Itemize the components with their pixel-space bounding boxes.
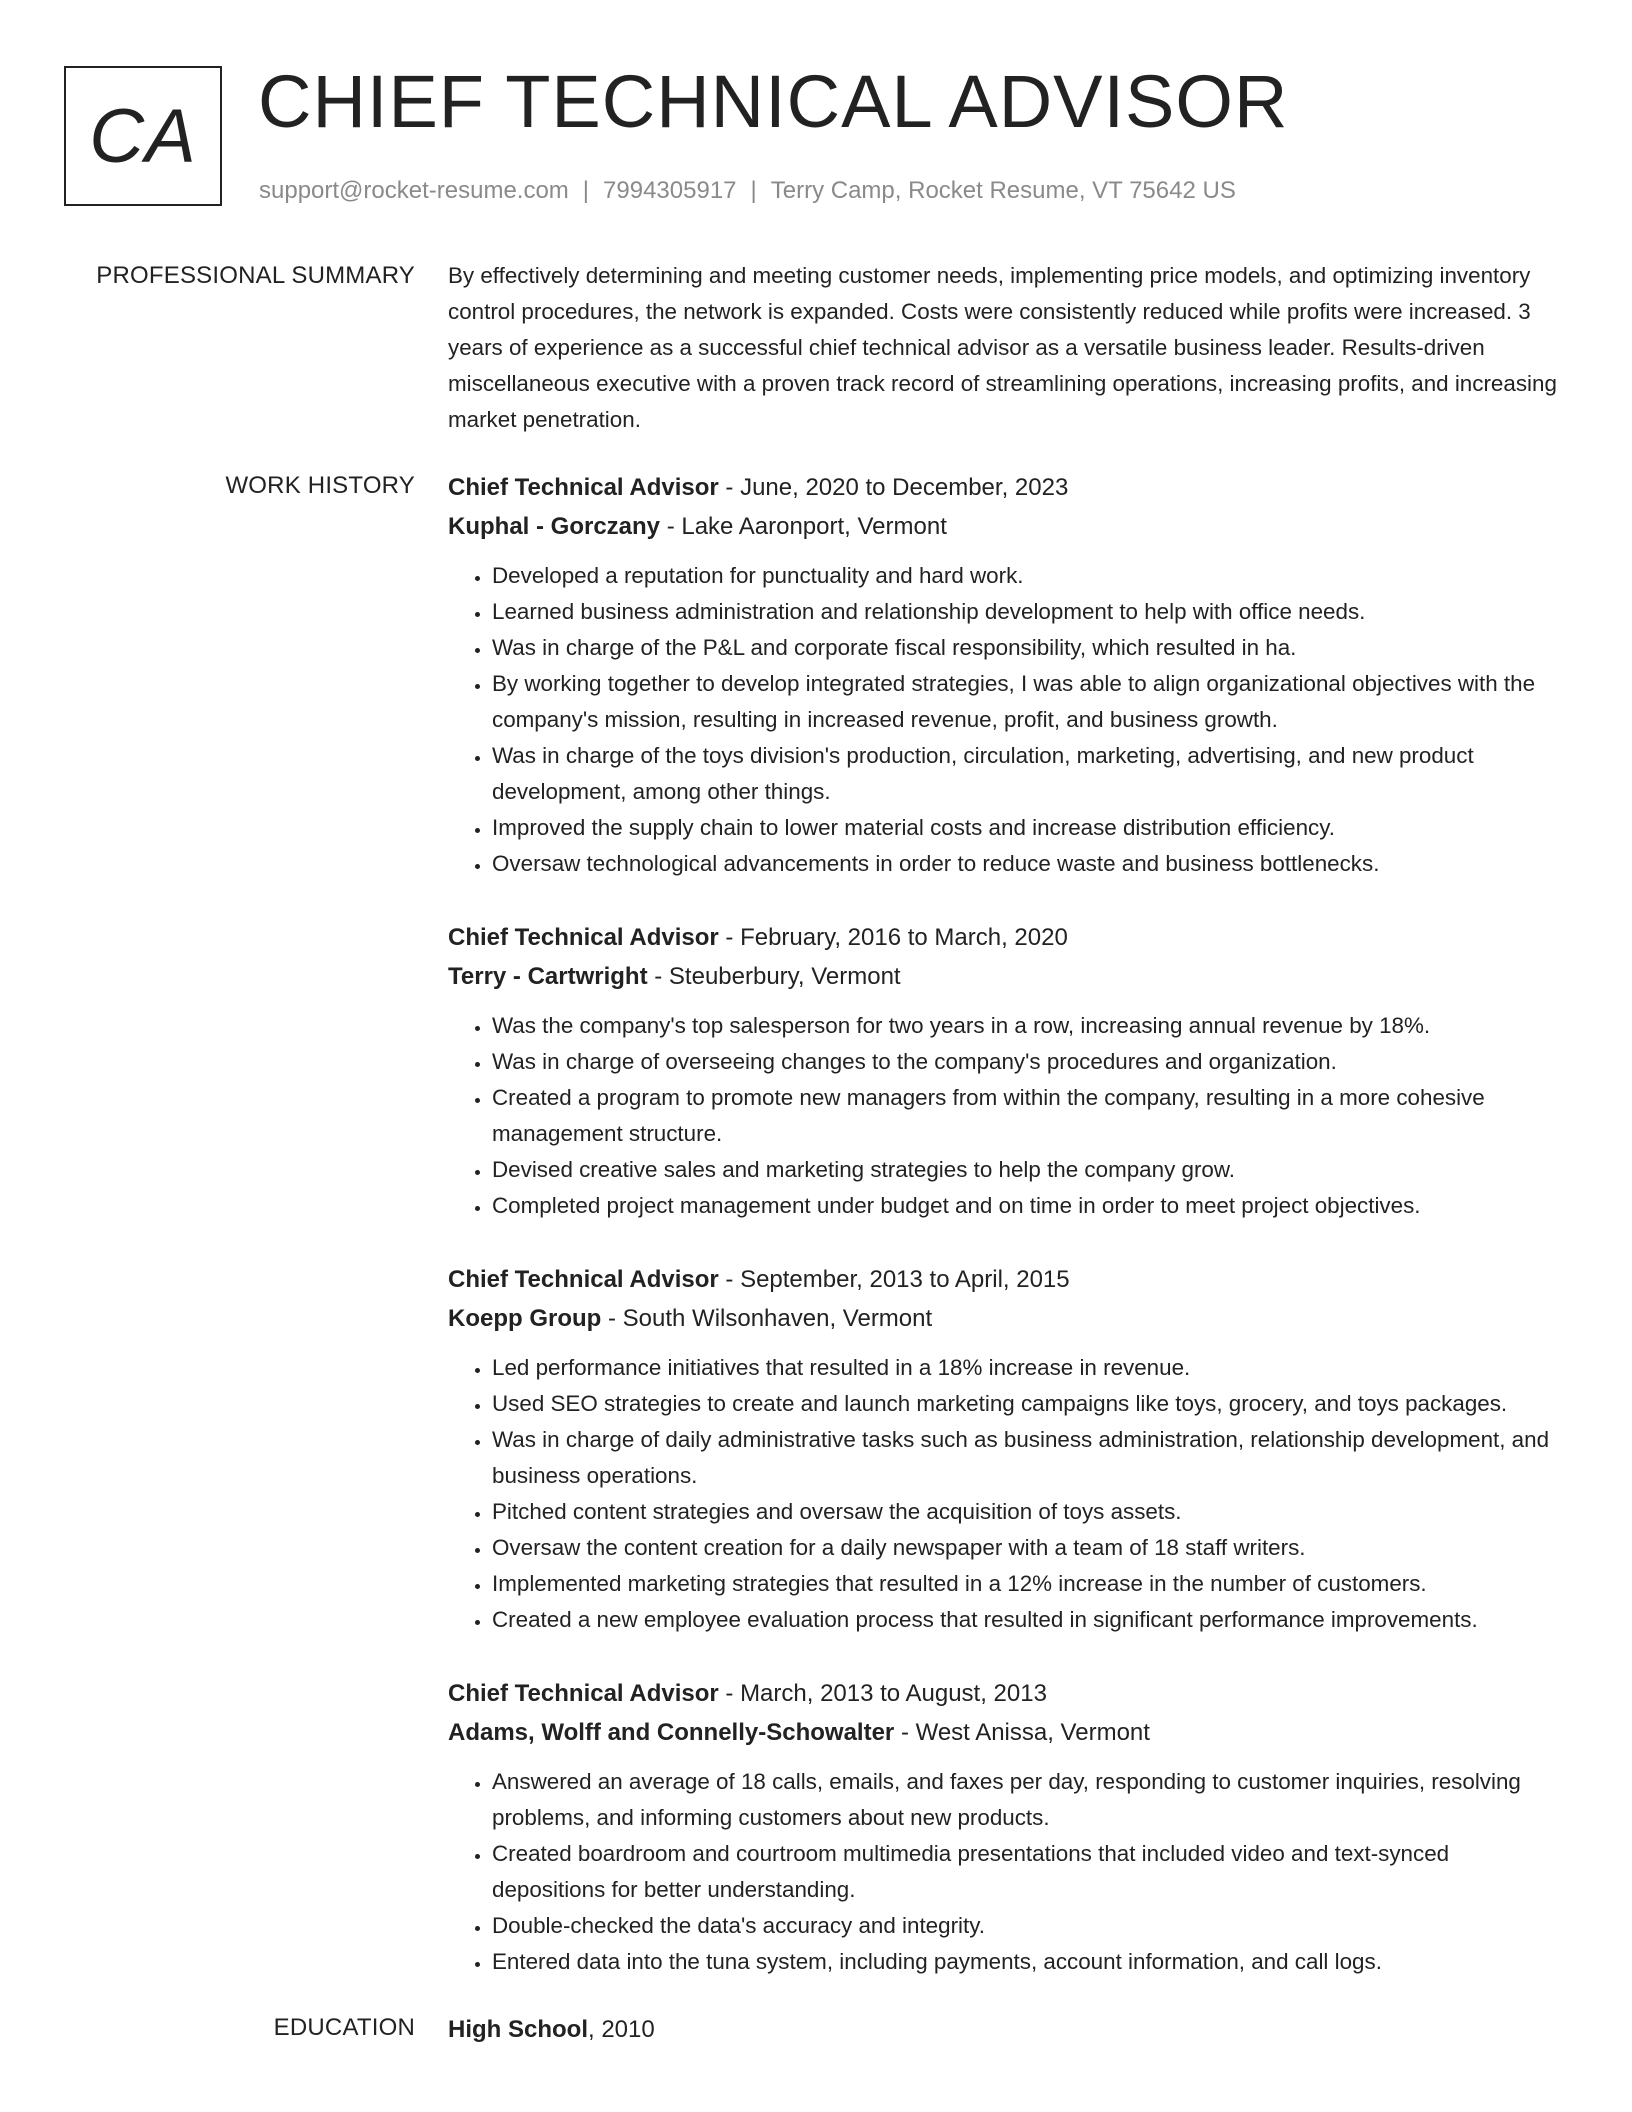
job-entry: [448, 468, 1560, 882]
section-label: EDUCATION: [273, 2014, 415, 2041]
job-bullet: • Developed a reputation for punctuality and hard work.: [492, 558, 1560, 594]
job-company: Terry - Cartwright: [448, 963, 648, 990]
education-degree: High School: [448, 2016, 588, 2043]
job-bullet: • Devised creative sales and marketing strategies to help the company grow.: [492, 1152, 1560, 1188]
job-company-line: [448, 1713, 1560, 1752]
job-bullet: • Oversaw the content creation for a daily newspaper with a team of 18 staff writers.: [492, 1530, 1560, 1566]
job-location: - South Wilsonhaven, Vermont: [601, 1305, 933, 1332]
job-entry: [448, 918, 1560, 1224]
job-bullet: • Created boardroom and courtroom multimedia presentations that included video and text-synced depositions for better understanding.: [492, 1836, 1560, 1908]
summary-text: By effectively determining and meeting customer needs, implementing price models, and optimizing inventory control procedures, the network is expanded. Costs were consistently reduced while profits were increased. 3 years of experience as a successful chief technical advisor as a versatile business leader. Results-driven miscellaneous executive with a proven track record of streamlining operations, increasing profits, and increasing market penetration.: [448, 263, 1557, 432]
job-title: Chief Technical Advisor: [448, 924, 719, 951]
job-company-line: [448, 957, 1560, 996]
job-bullets: [448, 1008, 1560, 1224]
job-bullet: • Created a new employee evaluation process that resulted in significant performance improvements.: [492, 1602, 1560, 1638]
section-education: [0, 2010, 1632, 2049]
job-bullet: • Was the company's top salesperson for two years in a row, increasing annual revenue by 18%.: [492, 1008, 1560, 1044]
job-company: Adams, Wolff and Connelly-Schowalter: [448, 1719, 895, 1746]
job-bullet: • Used SEO strategies to create and launch marketing campaigns like toys, grocery, and toys packages.: [492, 1386, 1560, 1422]
job-bullet: • Double-checked the data's accuracy and integrity.: [492, 1908, 1560, 1944]
job-title: Chief Technical Advisor: [448, 1680, 719, 1707]
job-bullet: • By working together to develop integrated strategies, I was able to align organizational objectives with the company's mission, resulting in increased revenue, profit, and business growth.: [492, 666, 1560, 738]
section-label: PROFESSIONAL SUMMARY: [96, 262, 415, 289]
job-bullets: [448, 1764, 1560, 1980]
job-bullet: • Oversaw technological advancements in order to reduce waste and business bottlenecks.: [492, 846, 1560, 882]
contact-address: Terry Camp, Rocket Resume, VT 75642 US: [770, 177, 1236, 204]
job-bullet: • Was in charge of the toys division's production, circulation, marketing, advertising, and new product development, among other things.: [492, 738, 1560, 810]
job-title-line: [448, 1674, 1560, 1713]
job-title-line: [448, 1260, 1560, 1299]
section-work-history: [0, 468, 1632, 1980]
job-bullet: • Was in charge of overseeing changes to the company's procedures and organization.: [492, 1044, 1560, 1080]
education-year: , 2010: [588, 2016, 655, 2043]
job-bullet: • Learned business administration and relationship development to help with office needs.: [492, 594, 1560, 630]
job-title-line: [448, 918, 1560, 957]
job-location: - West Anissa, Vermont: [894, 1719, 1150, 1746]
contact-email: support@rocket-resume.com: [259, 177, 569, 204]
job-dates: - March, 2013 to August, 2013: [718, 1680, 1047, 1707]
job-dates: - February, 2016 to March, 2020: [718, 924, 1068, 951]
job-company: Kuphal - Gorczany: [448, 513, 661, 540]
job-bullet: • Completed project management under budget and on time in order to meet project objectives.: [492, 1188, 1560, 1224]
contact-line: [259, 174, 1236, 208]
contact-phone: 7994305917: [603, 177, 737, 204]
job-bullet: • Improved the supply chain to lower material costs and increase distribution efficiency.: [492, 810, 1560, 846]
job-bullet: • Answered an average of 18 calls, emails, and faxes per day, responding to customer inquiries, resolving problems, and informing customers about new products.: [492, 1764, 1560, 1836]
job-bullet: • Entered data into the tuna system, including payments, account information, and call logs.: [492, 1944, 1560, 1980]
job-bullet: • Pitched content strategies and oversaw the acquisition of toys assets.: [492, 1494, 1560, 1530]
section-body: [448, 258, 1560, 438]
job-bullet: • Was in charge of daily administrative tasks such as business administration, relationship development, and business operations.: [492, 1422, 1560, 1494]
monogram-text: CA: [89, 93, 197, 179]
section-professional-summary: [0, 258, 1632, 438]
job-entry: [448, 1674, 1560, 1980]
job-title-line: [448, 468, 1560, 507]
contact-separator: |: [750, 177, 757, 204]
job-bullet: • Was in charge of the P&L and corporate fiscal responsibility, which resulted in ha.: [492, 630, 1560, 666]
job-entry: [448, 1260, 1560, 1638]
resume-sections: [0, 258, 1632, 2079]
work-history-list: [448, 468, 1560, 1980]
job-title: Chief Technical Advisor: [448, 1266, 719, 1293]
job-title: Chief Technical Advisor: [448, 474, 719, 501]
job-dates: - September, 2013 to April, 2015: [718, 1266, 1070, 1293]
contact-separator: |: [582, 177, 590, 204]
education-entry: [448, 2010, 1560, 2049]
job-bullets: [448, 1350, 1560, 1638]
job-dates: - June, 2020 to December, 2023: [718, 474, 1069, 501]
job-bullet: • Created a program to promote new managers from within the company, resulting in a more cohesive management structure.: [492, 1080, 1560, 1152]
job-company-line: [448, 1299, 1560, 1338]
section-body: [448, 2010, 1560, 2049]
section-label: WORK HISTORY: [225, 472, 415, 499]
job-location: - Lake Aaronport, Vermont: [660, 513, 947, 540]
job-location: - Steuberbury, Vermont: [647, 963, 901, 990]
page-title: CHIEF TECHNICAL ADVISOR: [258, 60, 1289, 143]
job-company: Koepp Group: [448, 1305, 602, 1332]
job-company-line: [448, 507, 1560, 546]
job-bullet: • Implemented marketing strategies that resulted in a 12% increase in the number of customers.: [492, 1566, 1560, 1602]
job-bullet: • Led performance initiatives that resulted in a 18% increase in revenue.: [492, 1350, 1560, 1386]
job-bullets: [448, 558, 1560, 882]
monogram-badge: [64, 66, 222, 206]
